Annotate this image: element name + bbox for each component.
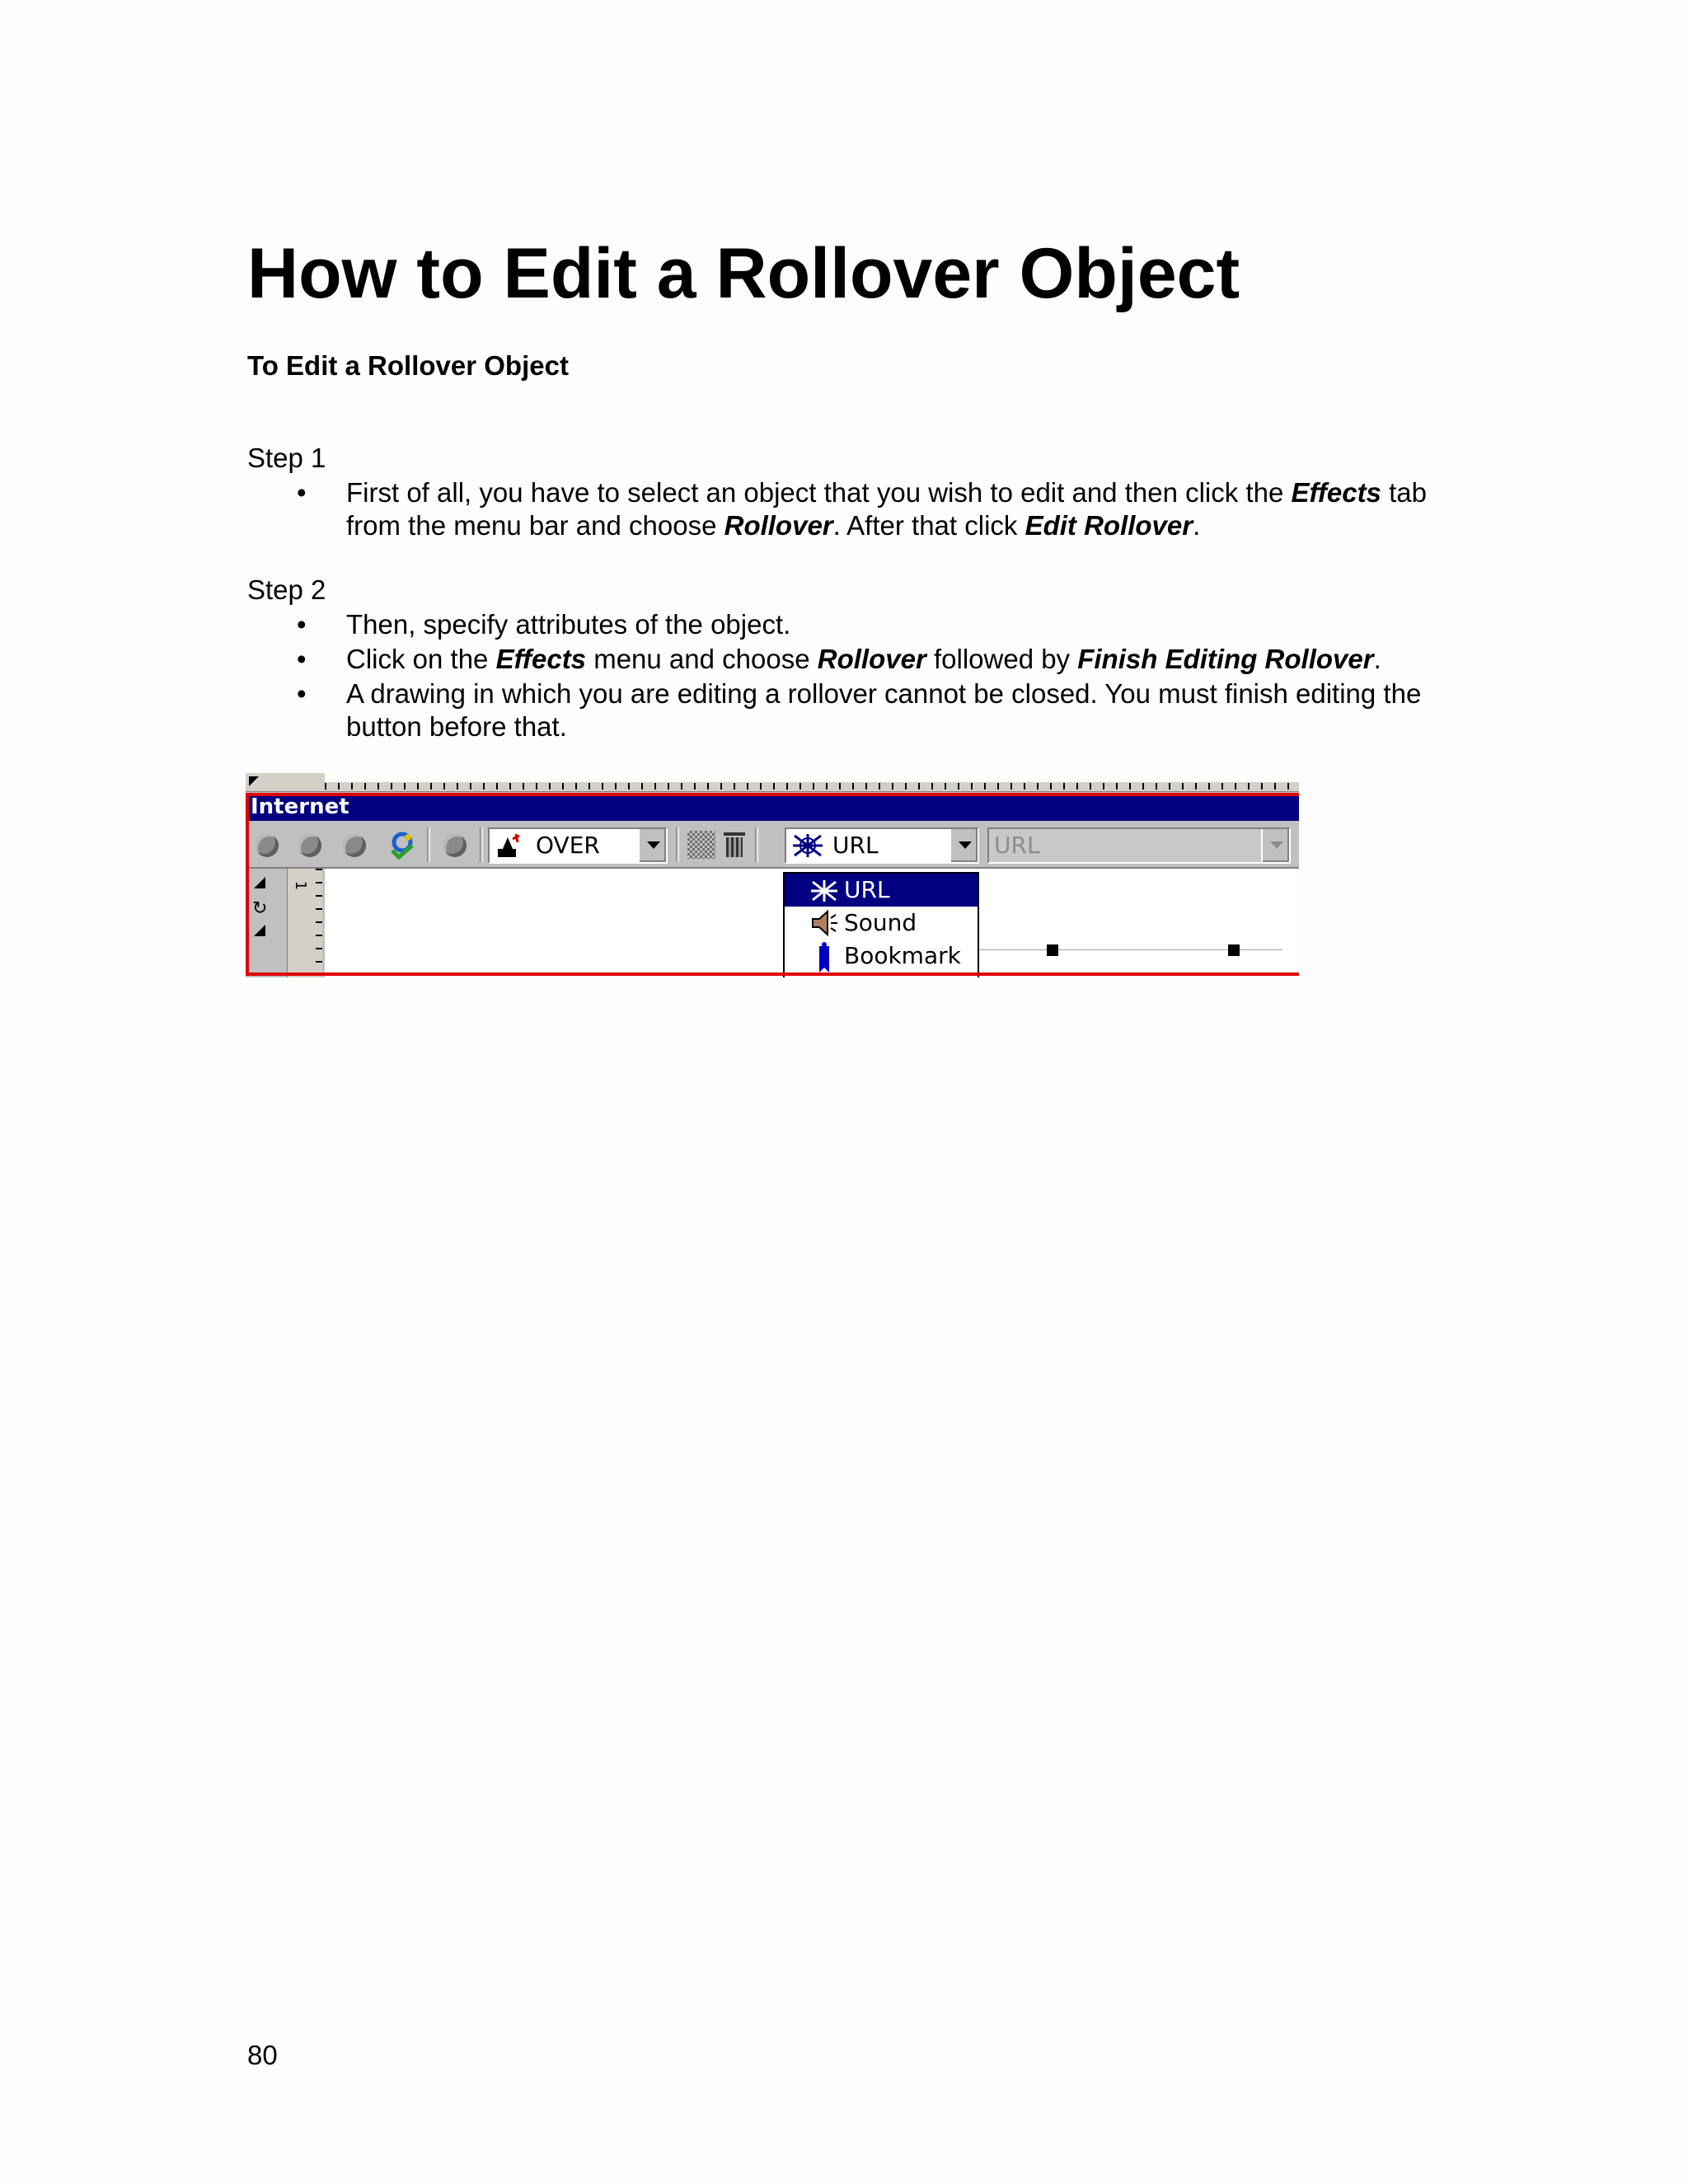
rollover-state-icon [495,832,524,865]
rollover-create-icon[interactable] [251,829,284,860]
rollover-state-combo[interactable]: OVER [488,827,668,864]
resize-arrow-icon [254,925,265,936]
bullet-icon: • [297,477,307,508]
dropdown-option-bookmark[interactable]: Bookmark [785,940,978,972]
trash-icon[interactable] [722,831,747,859]
dropdown-option-sound[interactable]: Sound [785,907,978,940]
chevron-down-icon[interactable] [1261,829,1289,862]
selection-handle[interactable] [1047,944,1058,956]
step-1-bullets [247,476,1434,544]
step-2-bullets [247,608,1434,745]
internet-toolbar-screenshot [246,773,1299,977]
bullet-icon: • [297,644,307,674]
top-ruler [246,773,1299,792]
rotate-icon: ↻ [252,898,268,919]
list-item: • Click on the Effects menu and choose Rollover followed by Finish Editing Rollover. [297,644,1381,674]
left-tool-strip [246,869,325,977]
bullet-icon: • [297,609,307,640]
resize-arrow-icon [254,877,265,888]
chevron-down-icon[interactable] [950,829,978,862]
dropdown-option-url[interactable]: URL [785,874,978,907]
page-number: 80 [247,2040,278,2070]
list-item: • Then, specify attributes of the object. [297,609,791,640]
step-2-label: Step 2 [247,574,326,605]
list-item: • First of all, you have to select an object that you wish to edit and then click the Effects tab from the menu bar and choose Rollover. After that click Edit Rollover. [297,477,1427,541]
list-item: • A drawing in which you are editing a rollover cannot be closed. You must finish editing the button before that. [297,678,1422,742]
vertical-ruler: 1 [287,869,322,977]
bullet-icon: • [297,678,307,709]
toolbar-title-bar[interactable]: Internet [246,793,1299,821]
selection-handle[interactable] [1228,944,1240,956]
ruler-corner-icon [246,773,282,791]
page-title: How to Edit a Rollover Object [247,234,1240,313]
behavior-type-dropdown-list [783,872,979,977]
bookmark-icon [809,940,839,977]
chevron-down-icon[interactable] [638,829,666,862]
step-1-label: Step 1 [247,443,326,473]
rollover-finish-icon[interactable] [338,829,371,860]
dither-icon[interactable] [687,831,715,859]
rollover-edit-icon[interactable] [293,829,326,860]
url-field[interactable]: URL [987,827,1291,864]
url-web-icon [791,832,824,865]
internet-toolbar [246,821,1299,869]
behavior-type-combo[interactable]: URL [785,827,979,864]
rollover-extract-icon[interactable] [438,829,471,860]
rollover-live-preview-icon[interactable] [386,829,419,860]
section-heading: To Edit a Rollover Object [247,350,569,381]
